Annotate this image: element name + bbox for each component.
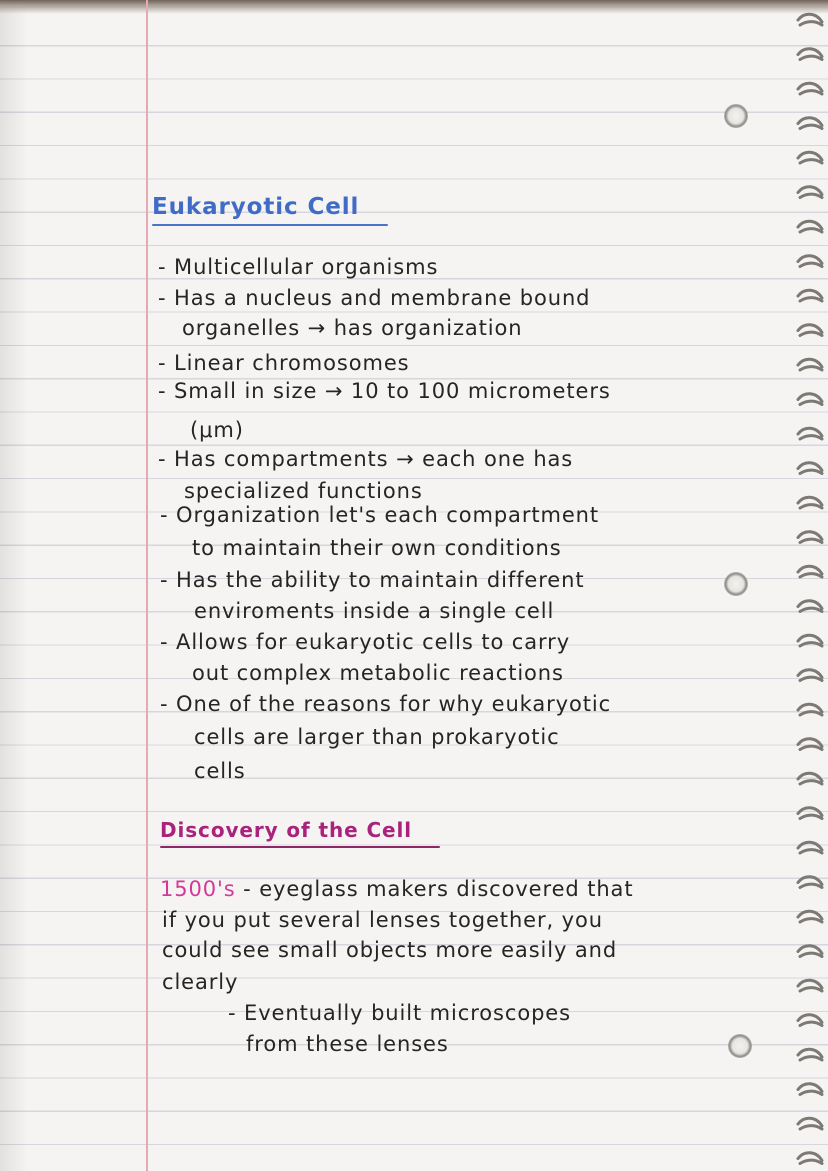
punched-hole (728, 1034, 752, 1058)
note-line: cells (194, 759, 246, 783)
spiral-coil (798, 670, 822, 681)
spiral-coil (798, 704, 822, 715)
spiral-coil (798, 635, 822, 646)
spiral-coil (798, 463, 822, 474)
punched-hole (724, 104, 748, 128)
spiral-coil (798, 566, 822, 577)
discovery-line: if you put several lenses together, you (162, 908, 603, 932)
note-line: - Has a nucleus and membrane bound (158, 286, 591, 310)
spiral-coil (798, 325, 822, 336)
page-top-edge (0, 0, 828, 14)
note-line: to maintain their own conditions (192, 536, 562, 560)
note-line: out complex metabolic reactions (192, 661, 564, 685)
spiral-coil (798, 980, 822, 991)
discovery-sub-line: from these lenses (246, 1032, 449, 1056)
heading-underline (152, 224, 388, 226)
spiral-coil (798, 187, 822, 198)
discovery-line-text: - eyeglass makers discovered that (235, 877, 634, 901)
heading-eukaryotic-cell: Eukaryotic Cell (152, 194, 360, 220)
margin-line (146, 0, 148, 1171)
note-line: - Multicellular organisms (158, 255, 439, 279)
note-line: cells are larger than prokaryotic (194, 725, 560, 749)
discovery-date: 1500's (160, 877, 236, 901)
discovery-line (160, 879, 633, 900)
note-line: - Has the ability to maintain different (160, 568, 585, 592)
spiral-coil (798, 773, 822, 784)
note-line: organelles → has organization (182, 316, 523, 340)
discovery-sub-line: - Eventually built microscopes (228, 1001, 571, 1025)
spiral-coil (798, 842, 822, 853)
spiral-coil (798, 221, 822, 232)
note-line: - Linear chromosomes (158, 351, 410, 375)
spiral-coil (798, 877, 822, 888)
punched-hole (724, 572, 748, 596)
note-line: (μm) (190, 418, 244, 442)
spiral-coil (798, 739, 822, 750)
spiral-coil (798, 497, 822, 508)
note-line: specialized functions (184, 479, 423, 503)
spiral-coil (798, 1049, 822, 1060)
discovery-line: could see small objects more easily and (162, 938, 618, 962)
spiral-coil (798, 359, 822, 370)
spiral-coil (798, 1084, 822, 1095)
spiral-coil (798, 946, 822, 957)
spiral-coil (798, 1118, 822, 1129)
note-line: - One of the reasons for why eukaryotic (160, 692, 612, 716)
note-line: - Organization let's each compartment (160, 503, 600, 527)
spiral-coil (798, 532, 822, 543)
spiral-coil (798, 911, 822, 922)
note-line: - Has compartments → each one has (158, 447, 574, 471)
spiral-coil (798, 152, 822, 163)
heading-underline (160, 846, 440, 848)
spiral-coil (798, 49, 822, 60)
spiral-coil (798, 1015, 822, 1026)
heading-discovery-of-the-cell: Discovery of the Cell (160, 818, 413, 842)
note-line: enviroments inside a single cell (194, 599, 555, 623)
spiral-coil (798, 83, 822, 94)
spiral-coil (798, 808, 822, 819)
spiral-coil (798, 118, 822, 129)
note-line: - Small in size → 10 to 100 micrometers (158, 379, 611, 403)
spiral-binding (796, 10, 824, 1165)
spiral-coil (798, 256, 822, 267)
spiral-coil (798, 394, 822, 405)
note-line: - Allows for eukaryotic cells to carry (160, 630, 571, 654)
spiral-coil (798, 428, 822, 439)
spiral-coil (798, 14, 822, 25)
spiral-coil (798, 1153, 822, 1164)
spiral-coils (796, 10, 824, 1165)
discovery-line: clearly (162, 970, 239, 994)
spiral-coil (798, 601, 822, 612)
spiral-coil (798, 290, 822, 301)
